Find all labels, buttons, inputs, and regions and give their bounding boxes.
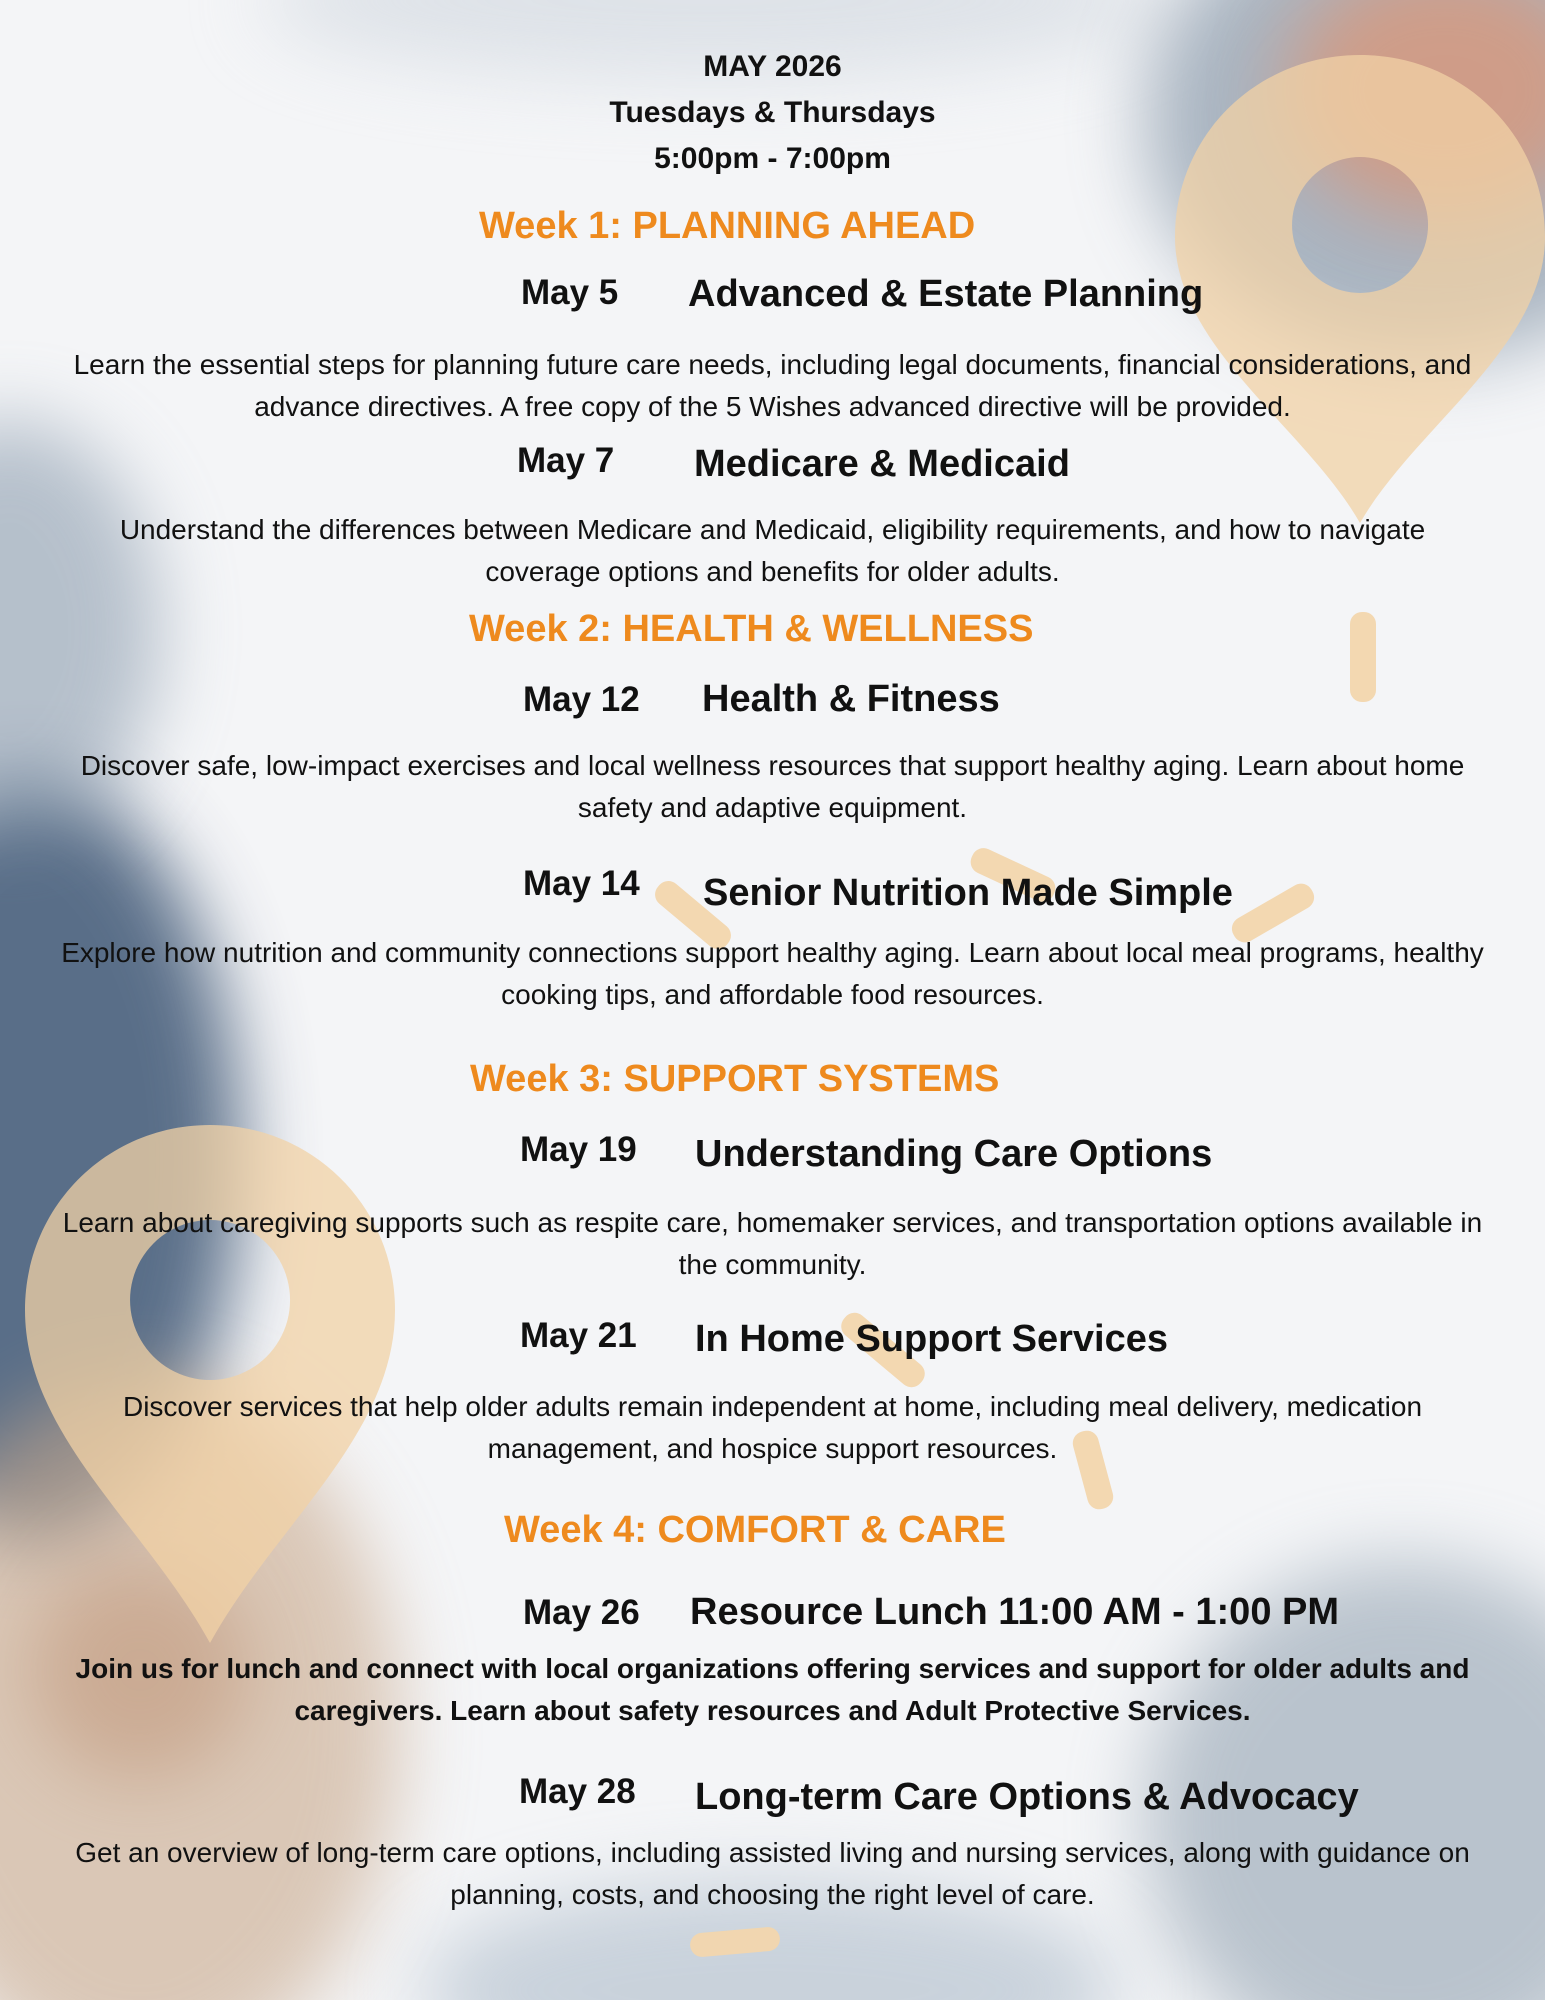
session-title: Health & Fitness bbox=[702, 678, 1000, 720]
session-description: Join us for lunch and connect with local organizations offering services and support for older adults and caregivers. Learn about safety resources and Adult Protective Services. bbox=[75, 1653, 1470, 1726]
session-description: Discover services that help older adults remain independent at home, including meal delivery, medication management, and hospice support resources. bbox=[122, 1391, 1423, 1464]
session-date: May 7 bbox=[517, 441, 615, 480]
week-heading: Week 4: COMFORT & CARE bbox=[504, 1509, 1006, 1551]
meeting-days: Tuesdays & Thursdays bbox=[609, 96, 936, 129]
session-title: Resource Lunch 11:00 AM - 1:00 PM bbox=[690, 1591, 1340, 1633]
session-description: Explore how nutrition and community connections support healthy aging. Learn about local meal programs, healthy cooking tips, and affordable food resources. bbox=[61, 937, 1484, 1010]
session-title: Advanced & Estate Planning bbox=[688, 273, 1204, 315]
session-title: Long-term Care Options & Advocacy bbox=[695, 1776, 1359, 1818]
meeting-time: 5:00pm - 7:00pm bbox=[654, 142, 891, 175]
session-description: Learn about caregiving supports such as respite care, homemaker services, and transportation options available in the community. bbox=[62, 1207, 1483, 1280]
session-date: May 28 bbox=[519, 1772, 636, 1811]
session-date: May 14 bbox=[523, 864, 640, 903]
session-description: Discover safe, low-impact exercises and local wellness resources that support healthy aging. Learn about home safety and adaptive equipment. bbox=[80, 750, 1465, 823]
session-date: May 12 bbox=[523, 680, 640, 719]
session-description: Get an overview of long-term care options, including assisted living and nursing services, along with guidance on planning, costs, and choosing the right level of care. bbox=[75, 1837, 1470, 1910]
session-description: Understand the differences between Medicare and Medicaid, eligibility requirements, and how to navigate coverage options and benefits for older adults. bbox=[119, 514, 1426, 587]
session-title: In Home Support Services bbox=[695, 1318, 1169, 1360]
session-title: Medicare & Medicaid bbox=[694, 443, 1070, 485]
session-date: May 19 bbox=[520, 1130, 637, 1169]
session-date: May 26 bbox=[523, 1593, 640, 1632]
month-heading: MAY 2026 bbox=[703, 50, 842, 83]
session-title: Understanding Care Options bbox=[695, 1133, 1213, 1175]
week-heading: Week 3: SUPPORT SYSTEMS bbox=[470, 1058, 1000, 1100]
week-heading: Week 1: PLANNING AHEAD bbox=[479, 205, 976, 247]
session-date: May 5 bbox=[521, 273, 619, 312]
session-date: May 21 bbox=[520, 1316, 637, 1355]
session-description: Learn the essential steps for planning future care needs, including legal documents, financial considerations, and advance directives. A free copy of the 5 Wishes advanced directive will be provided. bbox=[73, 349, 1472, 422]
week-heading: Week 2: HEALTH & WELLNESS bbox=[469, 608, 1034, 650]
session-title: Senior Nutrition Made Simple bbox=[703, 872, 1233, 914]
